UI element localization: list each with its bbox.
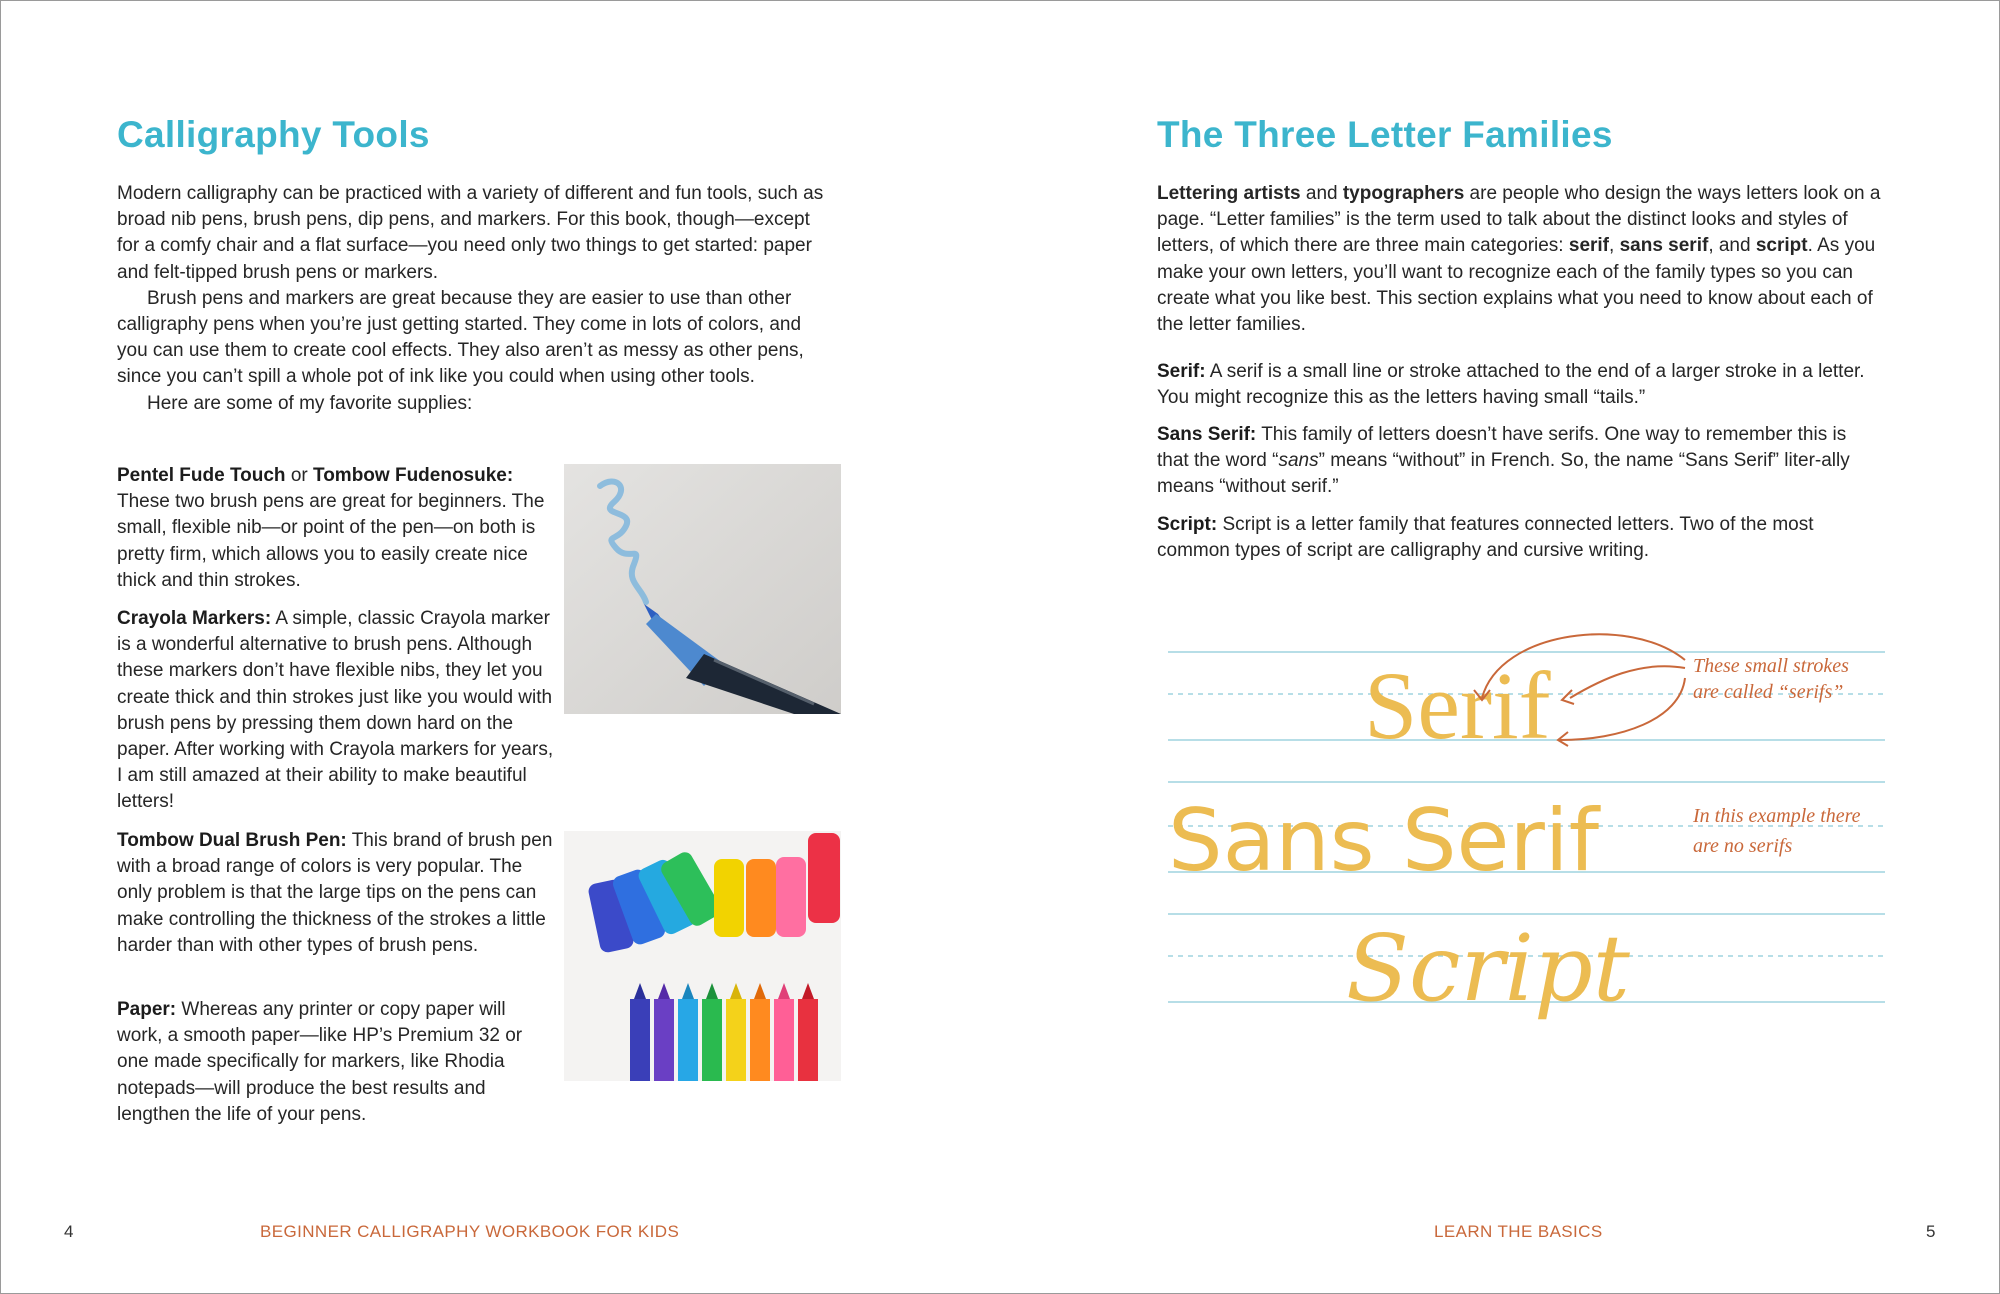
sans-serif-example-word: Sans Serif bbox=[1168, 791, 1599, 891]
page-number: 4 bbox=[64, 1222, 74, 1241]
definition-text: Script is a letter family that features connected letters. Two of the most common types of script are calligraphy and cursive writing. bbox=[1157, 514, 1814, 562]
serif-example-word: Serif bbox=[1364, 652, 1551, 759]
supply-name: Pentel Fude Touch bbox=[117, 465, 286, 486]
body-text: , bbox=[1609, 235, 1620, 257]
bold-term: Lettering artists bbox=[1157, 183, 1301, 204]
supply-connector: or bbox=[285, 465, 313, 486]
definition-script bbox=[1157, 512, 1882, 564]
intro-paragraph: Brush pens and markers are great because they are easier to use than other calligraphy pens when you’re just getting started. They come in lots of colors, and you can use them to create cool effects. They also aren’t as messy as other pens, since you can’t spill a whole pot of ink like you could when using other tools. bbox=[117, 287, 804, 388]
supply-name: Crayola Markers: bbox=[117, 608, 272, 629]
bold-term: sans serif bbox=[1619, 235, 1709, 257]
bold-term: serif bbox=[1568, 235, 1610, 257]
definition-term: Serif: bbox=[1157, 361, 1206, 382]
definition-term: Script: bbox=[1157, 514, 1218, 535]
markers-photo bbox=[564, 831, 841, 1081]
definition-text: A serif is a small line or stroke attached to the end of a larger stroke in a letter. You might recognize this as the letters having small “tails.” bbox=[1157, 361, 1865, 409]
body-text: . As you make your own letters, you’ll want to recognize each of the family types so you can create what you like best. This section explains what you need to know about each of the letter families. bbox=[1157, 235, 1876, 336]
page-number: 5 bbox=[1926, 1222, 1936, 1241]
supply-description: These two brush pens are great for beginners. The small, flexible nib—or point of the pen—on both is pretty firm, which allows you to easily create nice thick and thin strokes. bbox=[117, 491, 545, 591]
running-head: BEGINNER CALLIGRAPHY WORKBOOK FOR KIDS bbox=[260, 1222, 680, 1241]
definition-serif bbox=[1157, 359, 1882, 411]
sans-note-line1: In this example there bbox=[1693, 805, 1861, 827]
supply-entry bbox=[117, 828, 554, 959]
supply-description: Whereas any printer or copy paper will work, a smooth paper—like HP’s Premium 32 or one made specifically for markers, like Rhodia notepads—will produce the best results and lengthen the life of your pens. bbox=[117, 999, 523, 1125]
body-text: are people who design the ways letters look on a page. “Letter families” is the term used to talk about the distinct looks and styles of letters, of which there are three main categories: bbox=[1157, 183, 1881, 257]
letter-families-illustration bbox=[1160, 620, 1900, 1060]
intro-paragraph: Here are some of my favorite supplies: bbox=[147, 392, 473, 414]
supply-name: Paper: bbox=[117, 999, 177, 1020]
supply-description: This brand of brush pen with a broad range of colors is very popular. The only problem is that the large tips on the pens can make controlling the thickness of the strokes a little harder than with other types of brush pens. bbox=[117, 830, 553, 956]
bold-term: typographers bbox=[1342, 183, 1465, 204]
definition-sans-serif bbox=[1157, 422, 1882, 501]
right-page bbox=[1000, 0, 2000, 1294]
serif-note-line1: These small strokes bbox=[1693, 655, 1849, 677]
serif-note-line2: are called “serifs” bbox=[1693, 681, 1844, 703]
supply-description: A simple, classic Crayola marker is a wonderful alternative to brush pens. Although these markers don’t have flexible nibs, they let you create thick and thin strokes just like you would with brush pens by pressing them down hard on the paper. After working with Crayola markers for years, I am still amazed at their ability to make beautiful letters! bbox=[117, 608, 554, 813]
supply-name: Tombow Dual Brush Pen: bbox=[117, 830, 347, 851]
letter-families-intro bbox=[1157, 181, 1882, 338]
supply-entry bbox=[117, 463, 554, 594]
script-example-word: Script bbox=[1346, 915, 1630, 1022]
bold-term: script bbox=[1755, 235, 1808, 257]
definition-text: This family of letters doesn’t have serifs. One way to remember this is that the word “ bbox=[1157, 424, 1847, 472]
intro-paragraph: Modern calligraphy can be practiced with a variety of different and fun tools, such as broad nib pens, brush pens, dip pens, and markers. For this book, though—except for a comfy chair and a flat surface—you need only two things to get started: paper and felt-tipped brush pens or markers. bbox=[117, 183, 824, 283]
sans-note-line2: are no serifs bbox=[1693, 835, 1793, 857]
intro-text bbox=[117, 181, 832, 417]
running-head: LEARN THE BASICS bbox=[1434, 1222, 1603, 1241]
supply-entry bbox=[117, 606, 554, 816]
supply-entry bbox=[117, 997, 554, 1128]
definition-italic: sans bbox=[1278, 450, 1319, 472]
page-title: Calligraphy Tools bbox=[117, 114, 430, 155]
supply-name: Tombow Fudenosuke: bbox=[313, 465, 514, 486]
page-title: The Three Letter Families bbox=[1157, 114, 1613, 155]
body-text: and bbox=[1300, 183, 1343, 204]
definition-text: ” means “without” in French. So, the name “Sans Serif” liter-ally means “without serif.” bbox=[1157, 450, 1850, 498]
definition-term: Sans Serif: bbox=[1157, 424, 1257, 445]
body-text: , and bbox=[1708, 235, 1756, 257]
brush-pen-photo bbox=[564, 464, 841, 714]
